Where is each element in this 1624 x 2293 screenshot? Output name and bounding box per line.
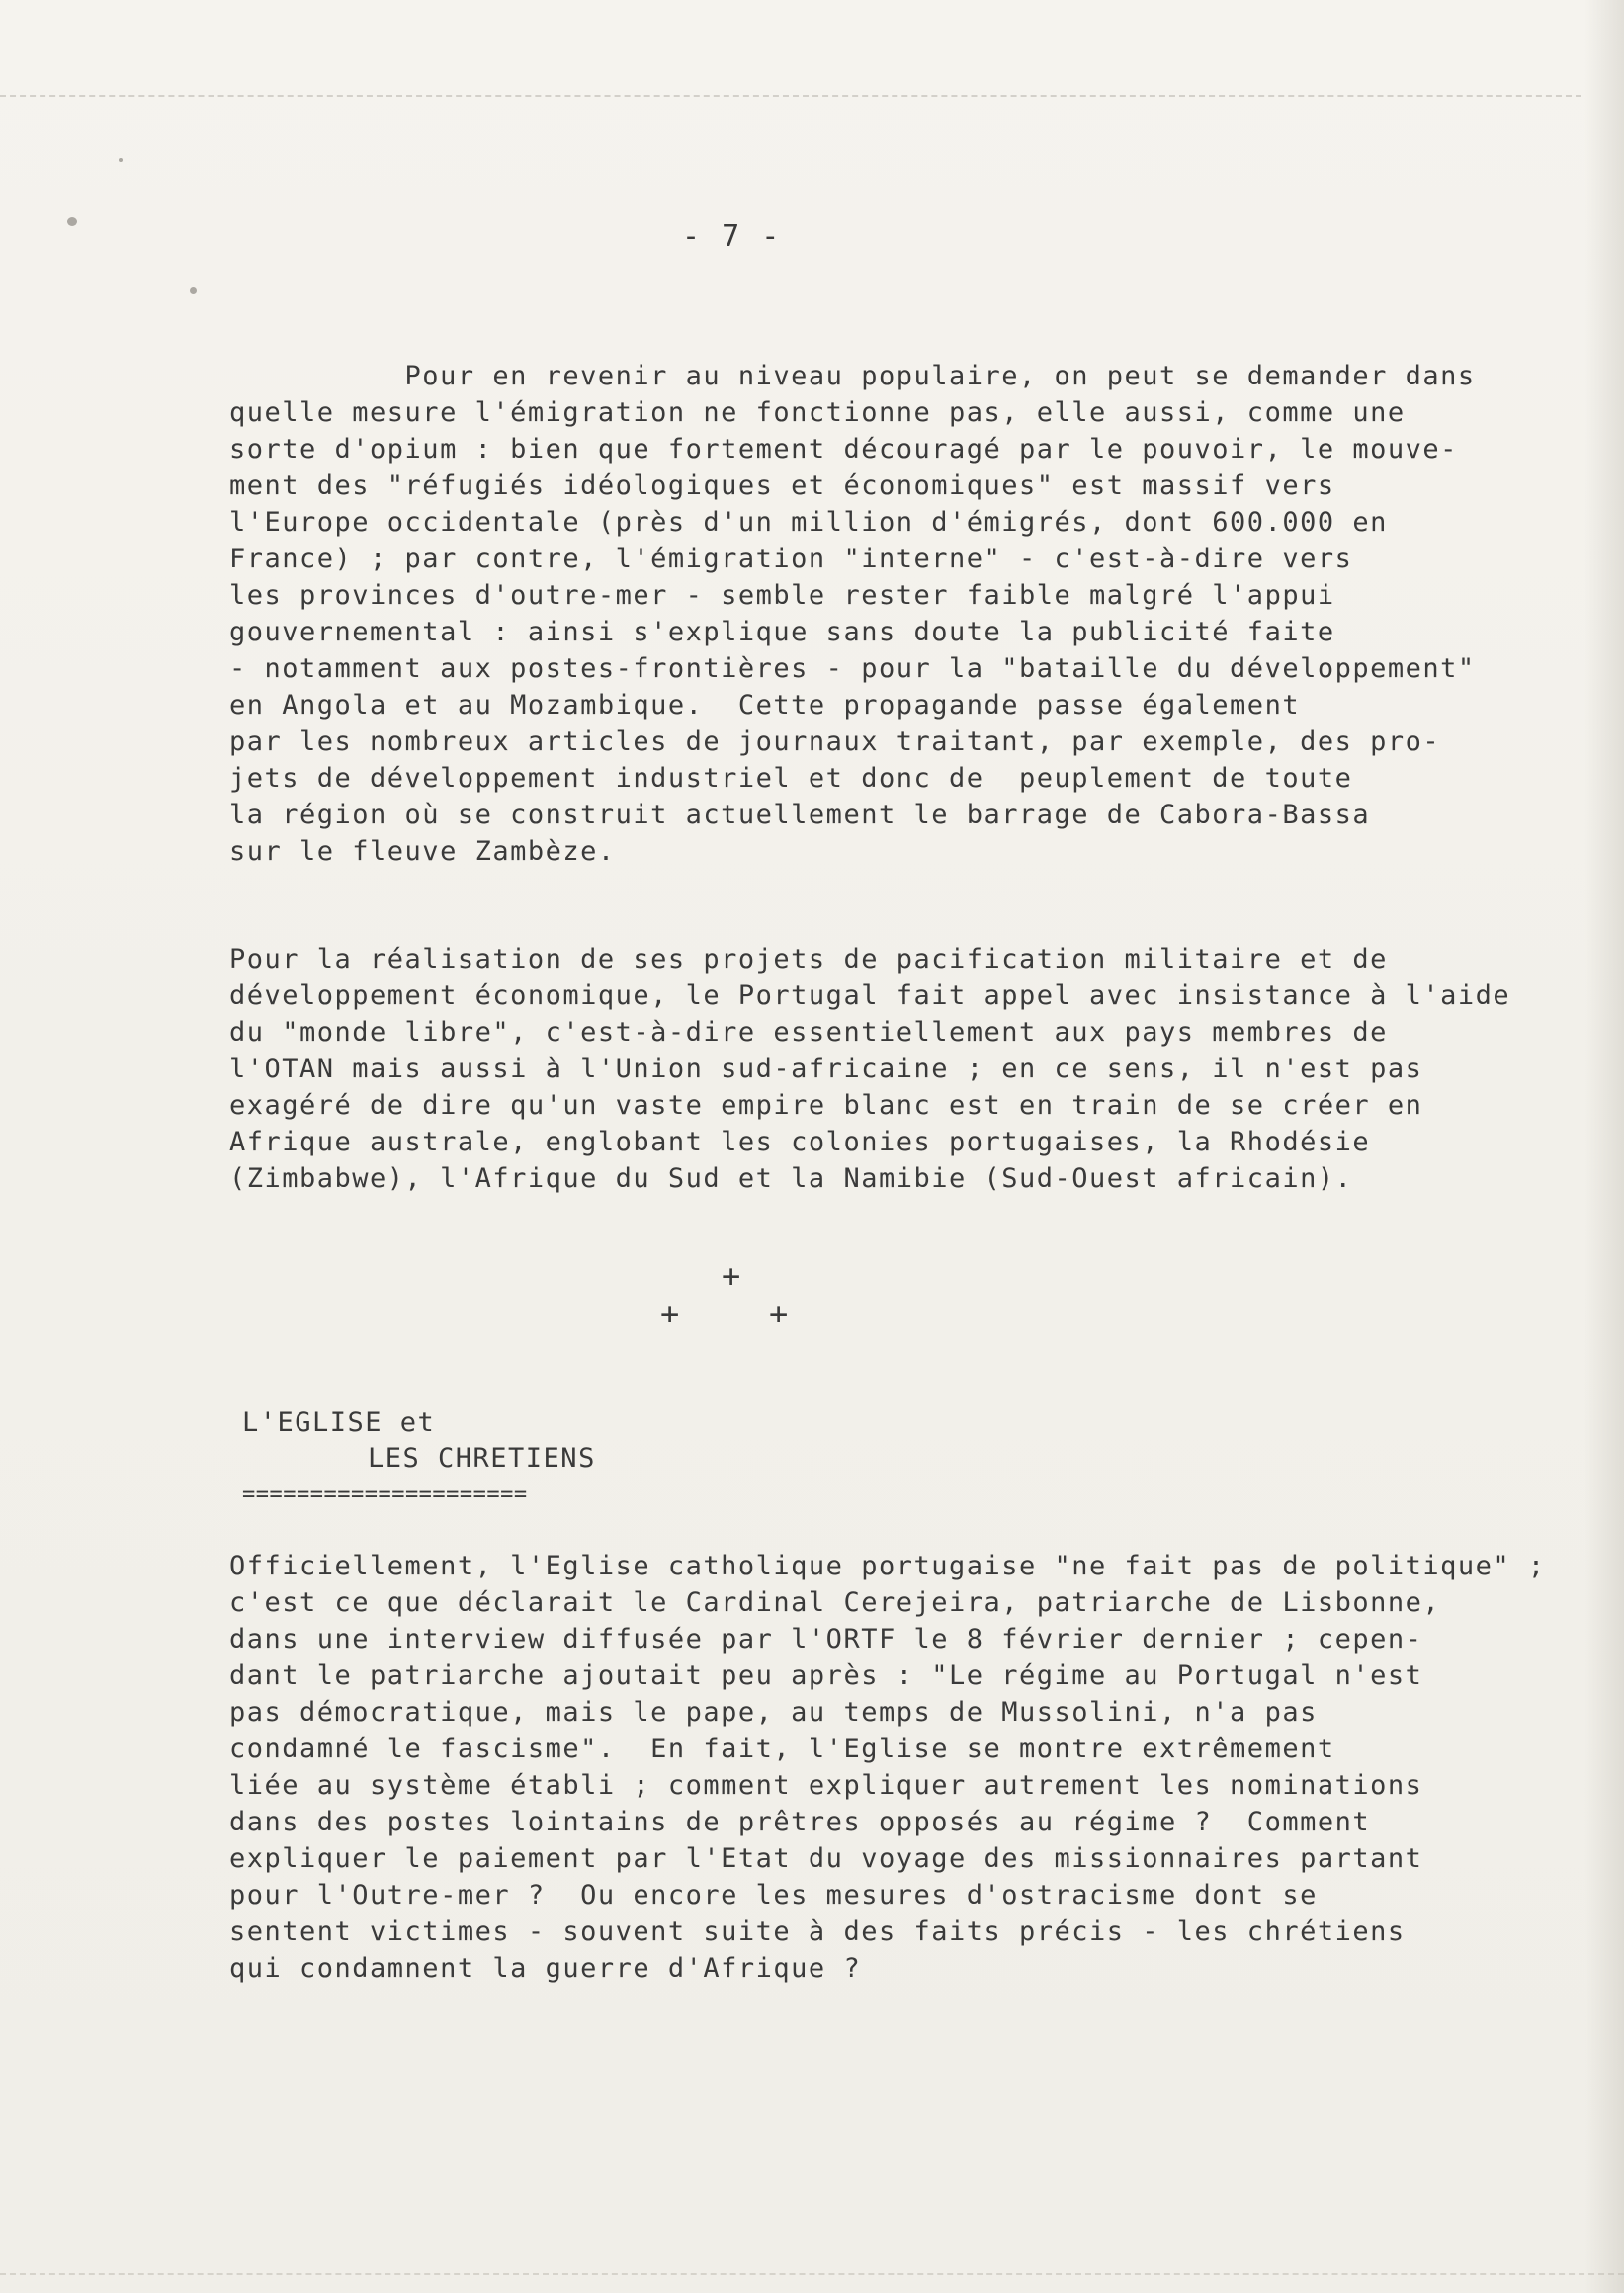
heading-underline: =====================	[242, 1483, 528, 1507]
page-edge-shadow	[1584, 0, 1624, 2293]
text-line: France) ; par contre, l'émigration "interne" - c'est-à-dire vers	[229, 544, 1353, 574]
paragraph-emigration	[229, 358, 1476, 870]
text-line: (Zimbabwe), l'Afrique du Sud et la Namibie (Sud-Ouest africain).	[229, 1163, 1353, 1194]
bottom-edge-line	[0, 2273, 1624, 2275]
text-line: Pour la réalisation de ses projets de pacification militaire et de	[229, 944, 1388, 975]
text-line: expliquer le paiement par l'Etat du voyage des missionnaires partant	[229, 1843, 1423, 1874]
separator-cross: +	[722, 1257, 741, 1295]
section-heading-line2: LES CHRETIENS	[368, 1443, 596, 1474]
text-line: - notamment aux postes-frontières - pour la "bataille du développement"	[229, 653, 1476, 684]
text-line: dant le patriarche ajoutait peu après : "Le régime au Portugal n'est	[229, 1660, 1423, 1691]
text-line: gouvernemental : ainsi s'explique sans doute la publicité faite	[229, 617, 1335, 647]
text-line: sentent victimes - souvent suite à des faits précis - les chrétiens	[229, 1916, 1406, 1947]
ink-speck	[67, 217, 77, 226]
text-line: Afrique australe, englobant les colonies portugaises, la Rhodésie	[229, 1127, 1371, 1157]
text-line: du "monde libre", c'est-à-dire essentiellement aux pays membres de	[229, 1017, 1388, 1048]
ink-speck	[190, 287, 197, 294]
text-line: par les nombreux articles de journaux traitant, par exemple, des pro-	[229, 726, 1441, 757]
ink-speck	[119, 158, 123, 162]
text-line: en Angola et au Mozambique. Cette propagande passe également	[229, 690, 1301, 721]
text-line: pour l'Outre-mer ? Ou encore les mesures d'ostracisme dont se	[229, 1880, 1318, 1911]
text-line: qui condamnent la guerre d'Afrique ?	[229, 1953, 862, 1984]
text-line: sorte d'opium : bien que fortement découragé par le pouvoir, le mouve-	[229, 434, 1458, 465]
text-line: la région où se construit actuellement le barrage de Cabora-Bassa	[229, 800, 1371, 830]
separator-cross: +	[769, 1295, 789, 1332]
text-line: développement économique, le Portugal fait appel avec insistance à l'aide	[229, 980, 1511, 1011]
text-line: pas démocratique, mais le pape, au temps de Mussolini, n'a pas	[229, 1697, 1318, 1728]
paragraph-eglise	[229, 1548, 1546, 1987]
text-line: les provinces d'outre-mer - semble rester faible malgré l'appui	[229, 580, 1335, 611]
separator-cross: +	[660, 1295, 680, 1332]
text-line: l'Europe occidentale (près d'un million d'émigrés, dont 600.000 en	[229, 507, 1388, 538]
text-line: quelle mesure l'émigration ne fonctionne pas, elle aussi, comme une	[229, 397, 1406, 428]
text-line: exagéré de dire qu'un vaste empire blanc est en train de se créer en	[229, 1090, 1423, 1121]
top-edge-line	[0, 95, 1581, 97]
text-line: Officiellement, l'Eglise catholique portugaise "ne fait pas de politique" ;	[229, 1551, 1546, 1581]
text-line: dans des postes lointains de prêtres opposés au régime ? Comment	[229, 1807, 1371, 1837]
text-line: c'est ce que déclarait le Cardinal Cerejeira, patriarche de Lisbonne,	[229, 1587, 1441, 1618]
section-heading-line1: L'EGLISE et	[242, 1407, 436, 1438]
text-line: jets de développement industriel et donc de peuplement de toute	[229, 763, 1353, 794]
page-number: - 7 -	[682, 219, 782, 254]
text-line: dans une interview diffusée par l'ORTF le 8 février dernier ; cepen-	[229, 1624, 1423, 1655]
paragraph-pacification	[229, 941, 1510, 1197]
text-line: condamné le fascisme". En fait, l'Eglise se montre extrêmement	[229, 1734, 1335, 1764]
text-line: Pour en revenir au niveau populaire, on peut se demander dans	[229, 361, 1476, 391]
text-line: l'OTAN mais aussi à l'Union sud-africaine ; en ce sens, il n'est pas	[229, 1054, 1423, 1084]
text-line: sur le fleuve Zambèze.	[229, 836, 616, 867]
text-line: liée au système établi ; comment expliquer autrement les nominations	[229, 1770, 1423, 1801]
text-line: ment des "réfugiés idéologiques et économiques" est massif vers	[229, 470, 1335, 501]
